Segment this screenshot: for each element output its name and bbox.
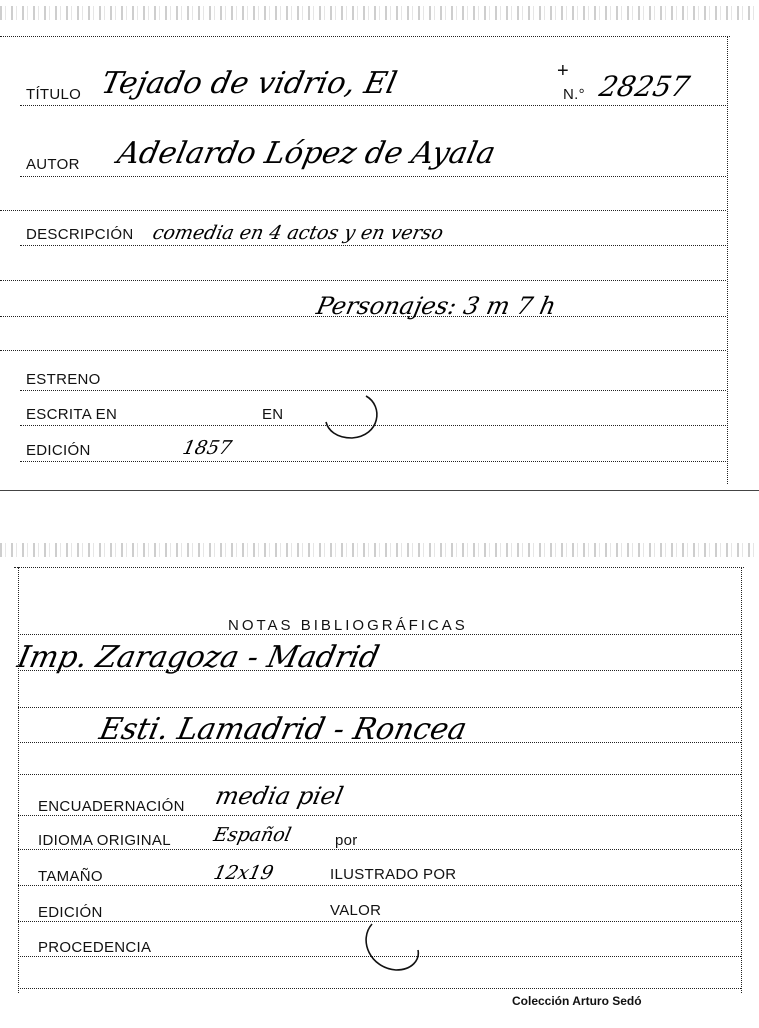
rule-blank-1 (0, 210, 726, 211)
card2-left-border (18, 567, 19, 993)
titulo-label: TÍTULO (26, 86, 82, 103)
mid-scan-noise (0, 543, 759, 557)
edicion-label: EDICIÓN (26, 442, 91, 459)
escrita-label: ESCRITA EN (26, 406, 118, 423)
rule-personajes (0, 316, 726, 317)
rule-edicion (20, 461, 726, 462)
numero-label: N.° (563, 86, 585, 103)
estreno-label: ESTRENO (26, 371, 101, 388)
por-label: por (335, 832, 358, 849)
card1-right-border (727, 36, 728, 484)
rule-descripcion (20, 245, 726, 246)
edicion-value: 1857 (180, 437, 234, 459)
card2-punch-hole (362, 920, 422, 975)
procedencia-label: PROCEDENCIA (38, 939, 152, 956)
numero-mark: + (557, 60, 569, 82)
rule-encuadernacion (18, 815, 741, 816)
card1-bottom-edge (0, 490, 759, 491)
note-line1: Imp. Zaragoza - Madrid (14, 640, 383, 675)
card1-top-border (0, 36, 730, 37)
descripcion-label: DESCRIPCIÓN (26, 226, 134, 243)
autor-value: Adelardo López de Ayala (114, 136, 499, 171)
collection-footer: Colección Arturo Sedó (512, 994, 642, 1008)
encuadernacion-value: media piel (213, 782, 346, 810)
rule-note1 (18, 670, 741, 671)
rule-estreno (20, 390, 726, 391)
descripcion-value: comedia en 4 actos y en verso (150, 222, 446, 244)
rule-autor (20, 176, 726, 177)
note-line2: Esti. Lamadrid - Roncea (96, 712, 470, 747)
rule-blank-5 (18, 774, 741, 775)
valor-label: VALOR (330, 902, 382, 919)
card1-punch-hole (322, 392, 382, 442)
tamano-value: 12x19 (211, 862, 276, 884)
en-label: EN (262, 406, 284, 423)
idioma-label: IDIOMA ORIGINAL (38, 832, 171, 849)
rule-idioma (18, 849, 741, 850)
top-scan-noise (0, 6, 759, 20)
ilustrado-label: ILUSTRADO POR (330, 866, 457, 883)
card2-top-border (14, 567, 744, 568)
autor-label: AUTOR (26, 156, 80, 173)
rule-blank-4 (18, 707, 741, 708)
titulo-value: Tejado de vidrio, El (98, 66, 400, 101)
rule-tamano (18, 885, 741, 886)
card2-bottom-border (18, 988, 741, 989)
rule-blank-2 (0, 280, 726, 281)
rule-titulo (20, 105, 726, 106)
rule-blank-3 (0, 350, 726, 351)
encuadernacion-label: ENCUADERNACIÓN (38, 798, 185, 815)
idioma-value: Español (211, 824, 294, 846)
notes-title: NOTAS BIBLIOGRÁFICAS (228, 617, 468, 634)
rule-notes-title (18, 634, 741, 635)
tamano-label: TAMAÑO (38, 868, 103, 885)
card2-right-border (741, 567, 742, 993)
numero-value: 28257 (596, 70, 693, 103)
personajes-value: Personajes: 3 m 7 h (314, 292, 559, 320)
rule-note2 (18, 742, 741, 743)
edicion2-label: EDICIÓN (38, 904, 103, 921)
